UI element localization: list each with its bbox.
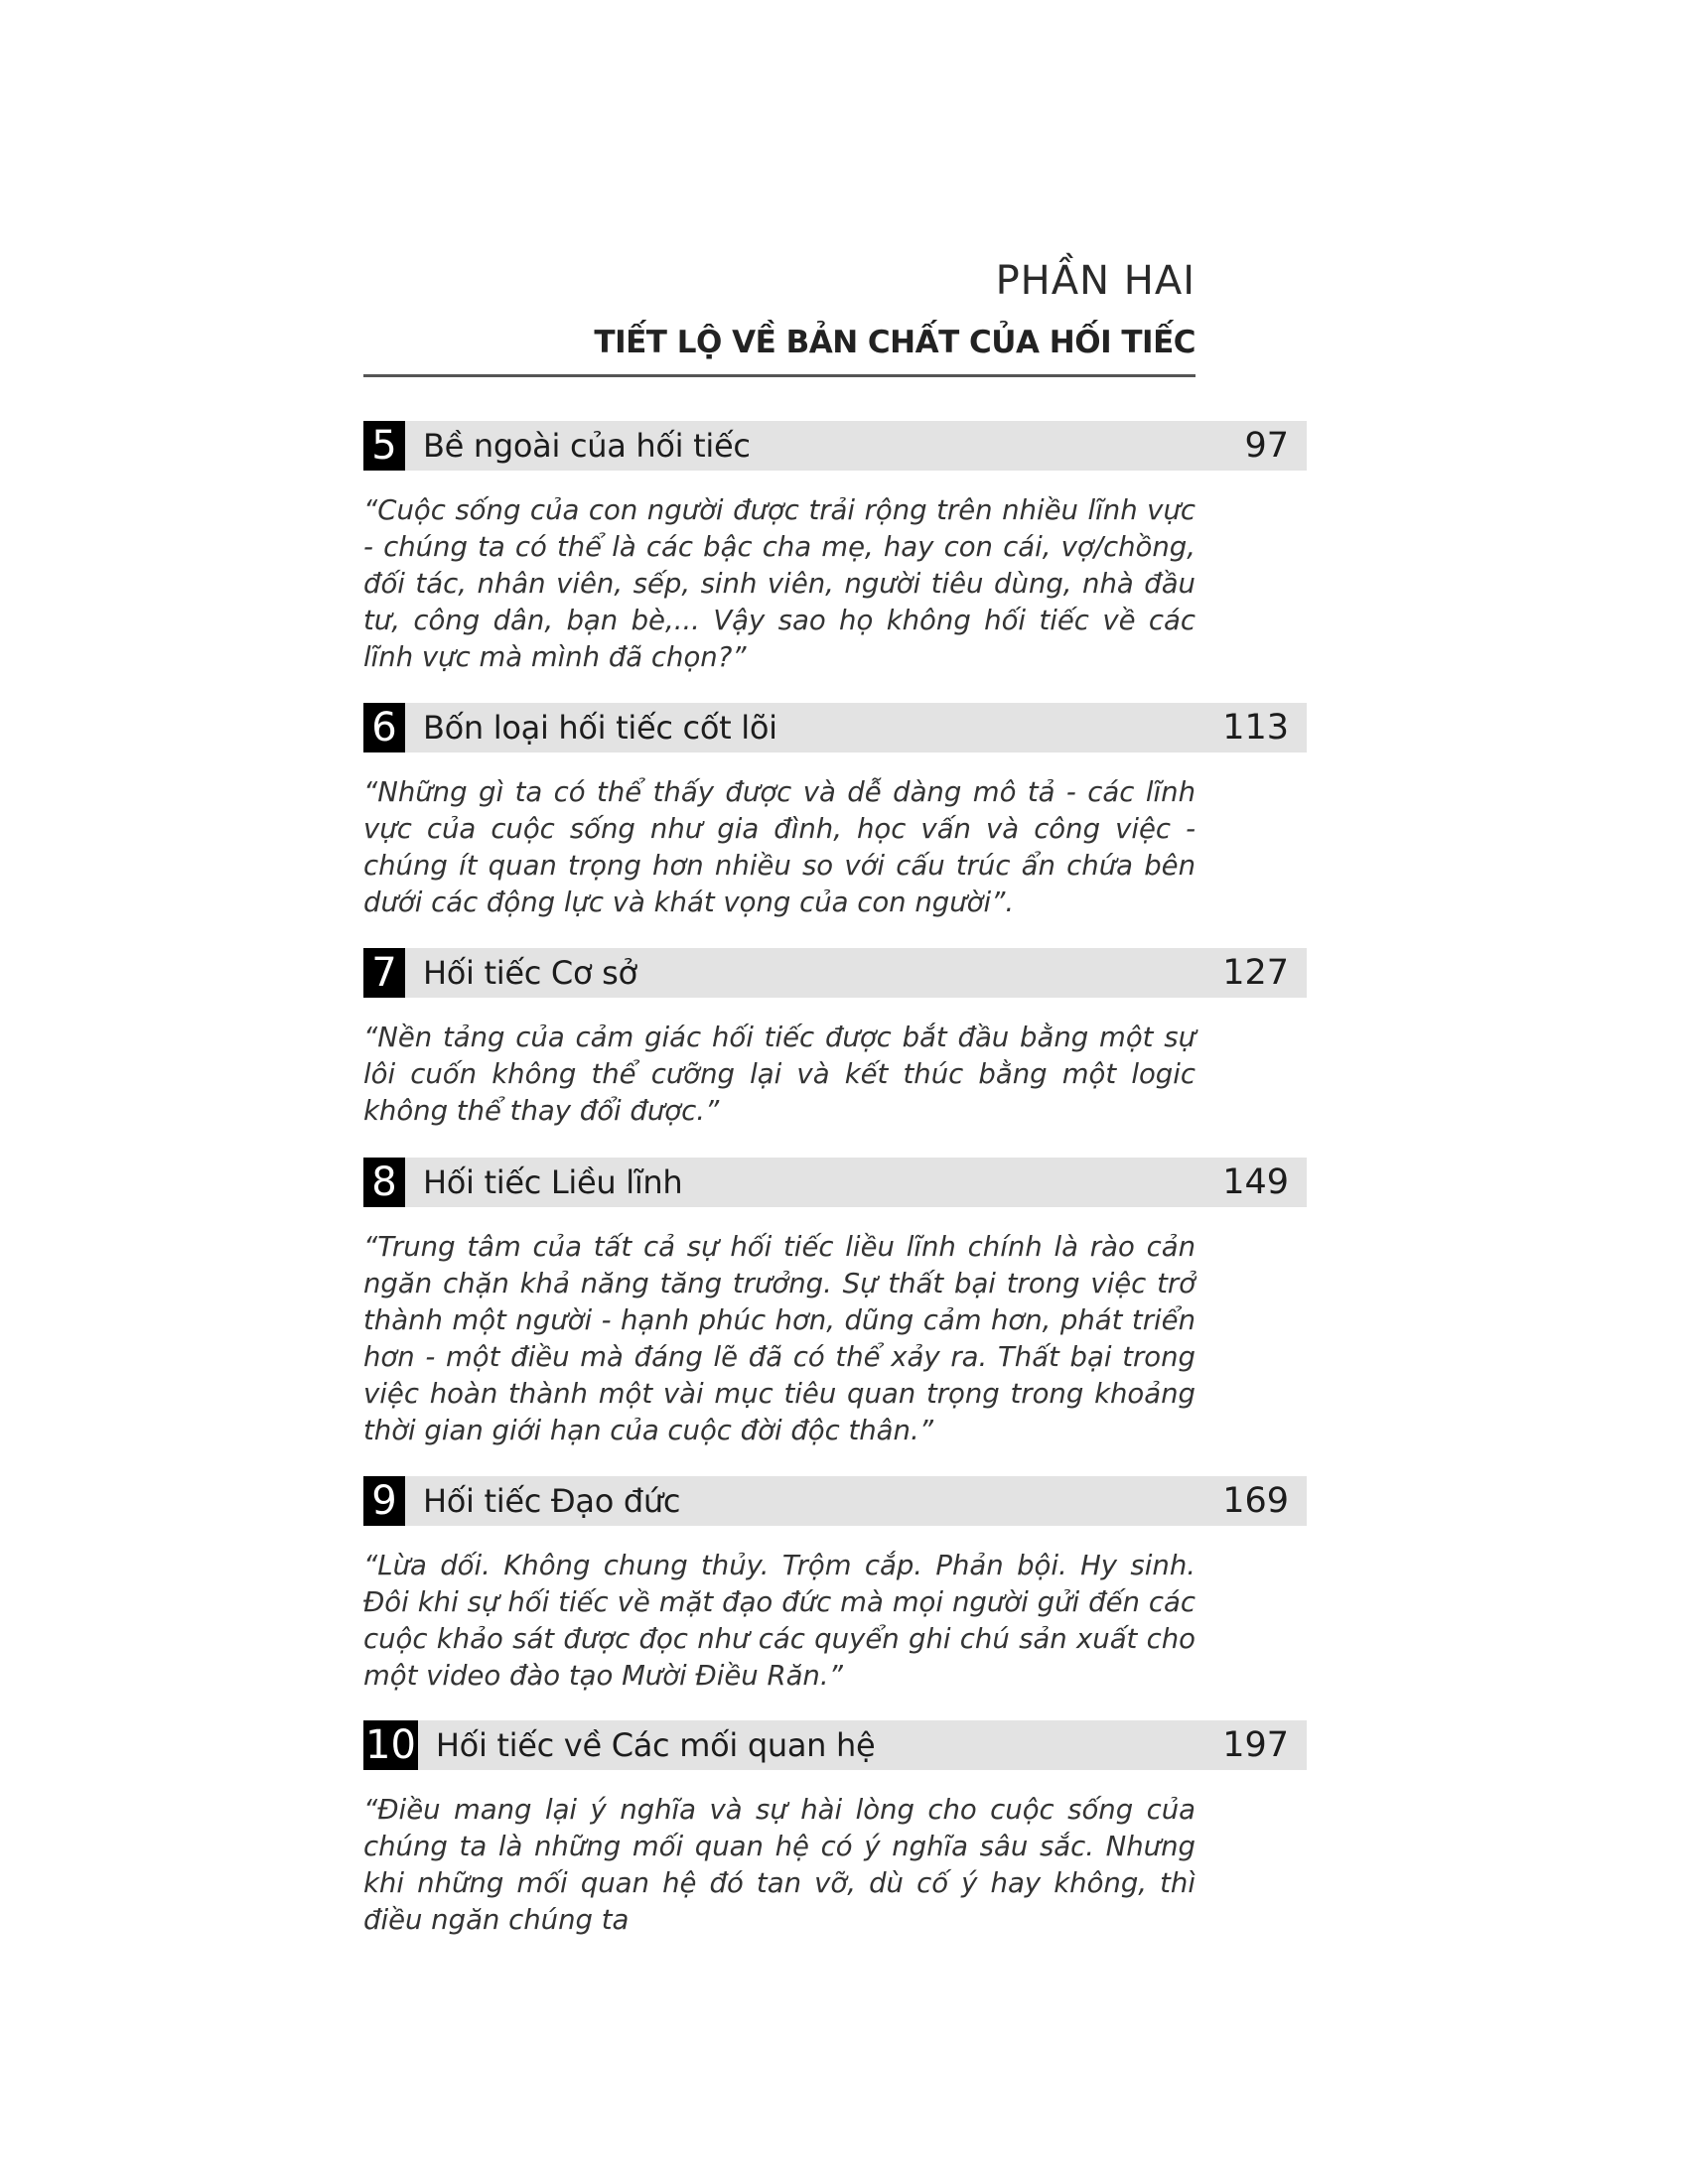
chapter-title: Bề ngoài của hối tiếc (423, 427, 751, 465)
chapter-quote: “Trung tâm của tất cả sự hối tiếc liều lĩnh chính là rào cản ngăn chặn khả năng tăng trưởng. Sự thất bại trong việc trở thành một người - hạnh phúc hơn, dũng cảm hơn, phát triển hơn - một điều mà đáng lẽ đã có thể xảy ra. Thất bại trong việc hoàn thành một vài mục tiêu quan trọng trong khoảng thời gian giới hạn của cuộc đời độc thân.” (363, 1231, 1196, 1446)
chapter-quote: “Những gì ta có thể thấy được và dễ dàng mô tả - các lĩnh vực của cuộc sống như gia đình, học vấn và công việc - chúng ít quan trọng hơn nhiều so với cấu trúc ẩn chứa bên dưới các động lực và khát vọng của con người”. (363, 776, 1196, 918)
chapter-title: Bốn loại hối tiếc cốt lõi (423, 709, 777, 747)
chapter-entry-10[interactable] (363, 1720, 1307, 1939)
chapter-quote: “Nền tảng của cảm giác hối tiếc được bắt đầu bằng một sự lôi cuốn không thể cưỡng lại và kết thúc bằng một logic không thể thay đổi được.” (363, 1022, 1196, 1127)
chapter-quote: “Điều mang lại ý nghĩa và sự hài lòng cho cuộc sống của chúng ta là những mối quan hệ có ý nghĩa sâu sắc. Nhưng khi những mối quan hệ đó tan vỡ, dù cố ý hay không, thì điều ngăn chúng ta (363, 1794, 1196, 1936)
chapter-heading-bar (363, 1720, 1307, 1770)
chapter-heading-bar (363, 1158, 1307, 1207)
chapter-page-number: 113 (1222, 708, 1289, 748)
chapter-entry-9[interactable] (363, 1476, 1307, 1695)
chapter-page-number: 197 (1222, 1725, 1289, 1765)
chapter-number: 8 (363, 1158, 405, 1207)
chapter-title: Hối tiếc Cơ sở (423, 954, 637, 992)
chapter-entry-8[interactable] (363, 1158, 1307, 1449)
chapter-page-number: 169 (1222, 1481, 1289, 1521)
chapter-heading-bar (363, 948, 1307, 998)
part-title: PHẦN HAI (995, 258, 1196, 304)
chapter-quote: “Lừa dối. Không chung thủy. Trộm cắp. Phản bội. Hy sinh. Đôi khi sự hối tiếc về mặt đạo đức mà mọi người gửi đến các cuộc khảo sát được đọc như các quyển ghi chú sản xuất cho một video đào tạo Mười Điều Răn.” (363, 1550, 1196, 1692)
chapter-page-number: 149 (1222, 1162, 1289, 1202)
chapter-heading-bar (363, 1476, 1307, 1526)
chapter-heading-bar (363, 421, 1307, 471)
part-header (363, 253, 1196, 377)
part-subtitle: TIẾT LỘ VỀ BẢN CHẤT CỦA HỐI TIẾC (363, 319, 1196, 377)
chapter-number: 6 (363, 703, 405, 752)
chapter-number: 10 (365, 1722, 416, 1768)
chapter-number: 7 (363, 948, 405, 998)
chapter-page-number: 97 (1244, 426, 1289, 466)
chapter-entry-5[interactable] (363, 421, 1307, 676)
chapter-title: Hối tiếc Đạo đức (423, 1482, 681, 1520)
chapter-heading-bar (363, 703, 1307, 752)
chapter-number: 9 (363, 1476, 405, 1526)
chapter-page-number: 127 (1222, 953, 1289, 993)
chapter-entry-7[interactable] (363, 948, 1307, 1130)
chapter-number: 5 (363, 421, 405, 471)
chapter-title: Hối tiếc Liều lĩnh (423, 1163, 683, 1201)
chapter-entry-6[interactable] (363, 703, 1307, 921)
chapter-title: Hối tiếc về Các mối quan hệ (435, 1726, 876, 1764)
chapter-quote: “Cuộc sống của con người được trải rộng trên nhiều lĩnh vực - chúng ta có thể là các bậc cha mẹ, hay con cái, vợ/chồng, đối tác, nhân viên, sếp, sinh viên, người tiêu dùng, nhà đầu tư, công dân, bạn bè,... Vậy sao họ không hối tiếc về các lĩnh vực mà mình đã chọn?” (363, 494, 1196, 673)
